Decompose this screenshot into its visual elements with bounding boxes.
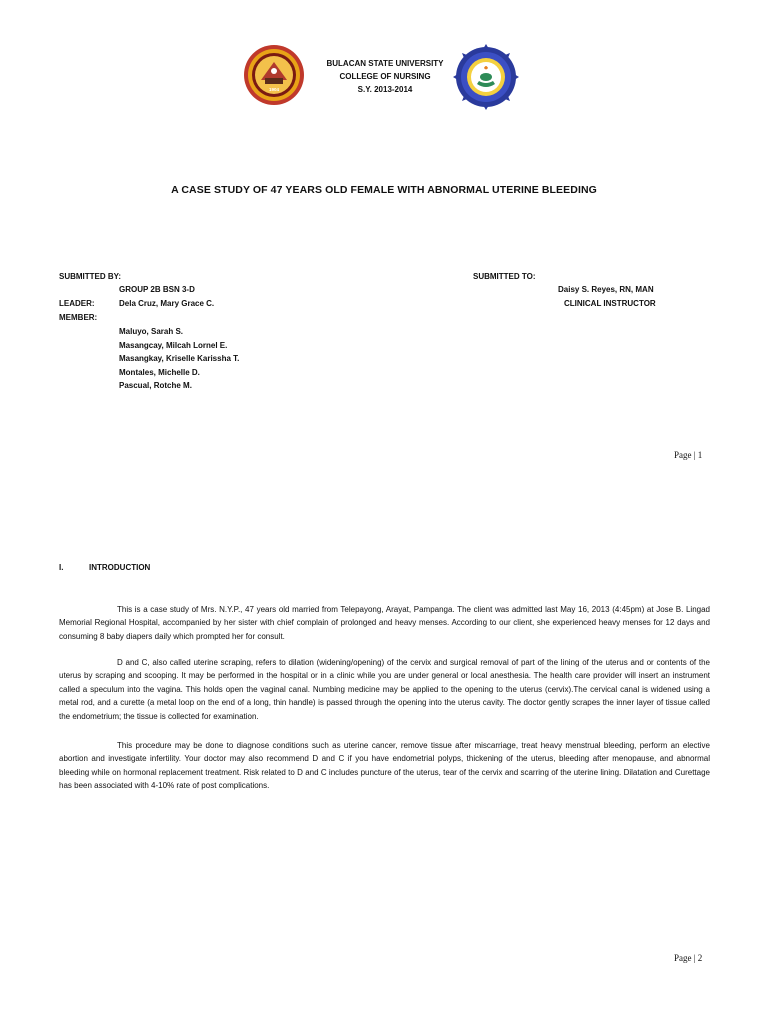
member-item: Maluyo, Sarah S. (119, 327, 184, 336)
document-title: A CASE STUDY OF 47 YEARS OLD FEMALE WITH ABNORMAL UTERINE BLEEDING (171, 184, 597, 196)
section-number: I. (59, 563, 64, 572)
intro-paragraph-1: This is a case study of Mrs. N.Y.P., 47 years old married from Telepayong, Arayat, Pampanga. The client was admitted last May 16, 2013 (4:45pm) at Jose B. Lingad Memorial Regional Hospital, accompanied by her sister with chief complain of prolonged and heavy menses. According to our client, she experienced heavy menses for 12 days and consuming 8 baby diapers daily which prompted her for consult. (59, 605, 710, 641)
college-name: COLLEGE OF NURSING (339, 72, 431, 81)
instructor-name: Daisy S. Reyes, RN, MAN (558, 285, 654, 294)
section-heading: INTRODUCTION (89, 563, 151, 572)
instructor-title: CLINICAL INSTRUCTOR (564, 299, 656, 308)
member-item: Montales, Michelle D. (119, 367, 200, 377)
submitted-by-label: SUBMITTED BY: (59, 272, 122, 281)
seal-year: 1904 (268, 87, 280, 92)
member-item: Masangcay, Milcah Lornel E. (119, 340, 228, 350)
member-item: Pascual, Rotche M. (119, 381, 192, 390)
leader-label: LEADER: (59, 299, 95, 308)
bulacan-state-university-seal (243, 44, 305, 106)
member-item: Masangkay, Kriselle Karissha T. (119, 354, 240, 363)
member-label: MEMBER: (59, 313, 98, 322)
intro-paragraph-3: This procedure may be done to diagnose conditions such as uterine cancer, remove tissue after miscarriage, treat heavy menstrual bleeding, perform an elective abortion and investigate infertility. Your doctor may also recommend D and C if you have endometrial polyps, thickening of the uterus, bleeding after menopause, and abnormal bleeding while on hormonal replacement treatment. Risk related to D and C includes puncture of the uterus, tear of the cervix and scarring of the uterine lining. Dilatation and Curettage has been associated with 4-10% rate of post complications. (59, 741, 710, 791)
intro-paragraph-2: D and C, also called uterine scraping, refers to dilation (widening/opening) of the cervix and surgical removal of part of the lining of the uterus and or contents of the uterus by scraping and scooping. It may be performed in the hospital or in a clinic while you are under general or local anesthesia. The health care provider will insert an instrument called a speculum into the vagina. This holds open the vaginal canal. Numbing medicine may be applied to the opening to the uterus (cervix).The cervical canal is widened using a metal rod, and a curette (a metal loop on the end of a long, thin handle) is passed through the opening into the uterus cavity. The doctor gently scrapes the inner layer of tissue called the endometrium; the tissue is collected for examination. (59, 658, 710, 721)
page-number-1: Page | 1 (674, 450, 703, 460)
submitted-to-label: SUBMITTED TO: (473, 272, 536, 281)
leader-name: Dela Cruz, Mary Grace C. (119, 299, 215, 308)
member-list (119, 325, 239, 393)
school-year: S.Y. 2013-2014 (357, 85, 413, 94)
university-name: BULACAN STATE UNIVERSITY (326, 59, 444, 68)
header-block (300, 57, 470, 96)
group-name: GROUP 2B BSN 3-D (119, 285, 195, 294)
page-number-2: Page | 2 (674, 953, 703, 963)
